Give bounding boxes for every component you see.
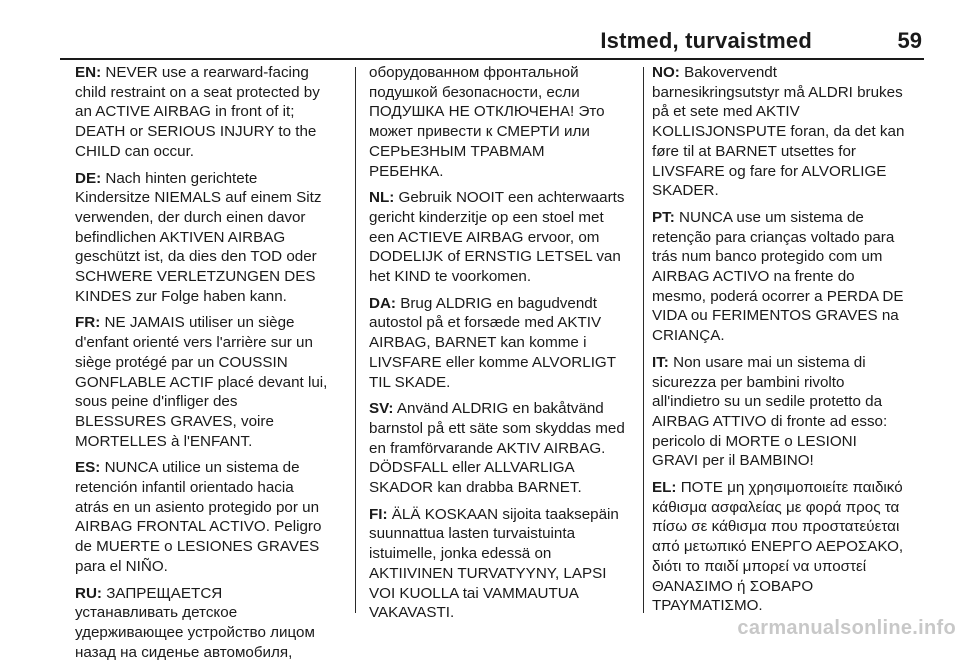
- warning-line: [652, 247, 928, 267]
- warning-line: [652, 208, 928, 228]
- warning-line: [75, 169, 343, 189]
- warning-line: [75, 228, 343, 248]
- warning-text: AKTIIVINEN TURVATYYNY, LAPSI: [369, 564, 607, 582]
- column-3: [652, 63, 928, 615]
- warning-text: føre til at BARNET utsettes for: [652, 142, 856, 160]
- warning-line: [652, 478, 928, 498]
- warning-line: [75, 458, 343, 478]
- warning-text: NUNCA use um sistema de: [679, 208, 864, 226]
- language-code: EN:: [75, 64, 102, 81]
- warning-text: sicurezza per bambini rivolto: [652, 373, 845, 391]
- warning-text: atrás en un asiento protegido por un: [75, 498, 320, 516]
- warning-text: оборудованном фронтальной: [369, 64, 579, 81]
- warning-line: [75, 643, 343, 662]
- warning-line: [75, 373, 343, 393]
- warning-text: AIRBAG, BARNET kan komme i: [369, 334, 587, 352]
- warning-text: AIRBAG FRONTAL ACTIVO. Peligro: [75, 518, 322, 536]
- warning-line: [369, 603, 637, 623]
- language-code: FR:: [75, 314, 101, 332]
- warning-line: [652, 102, 928, 122]
- warning-line: [652, 577, 928, 597]
- warning-text: может привести к СМЕРТИ или: [369, 123, 590, 141]
- warning-paragraph: [652, 353, 928, 471]
- warning-text: Använd ALDRIG en bakåtvänd: [396, 400, 604, 418]
- warning-text: GRAVI per il BAMBINO!: [652, 452, 814, 470]
- warning-line: [652, 267, 928, 287]
- warning-text: Gebruik NOOIT een achterwaarts: [398, 189, 625, 207]
- warning-text: DODELIJK of ERNSTIG LETSEL van: [369, 248, 621, 266]
- warning-line: [369, 524, 637, 544]
- warning-text: SCHWERE VERLETZUNGEN DES: [75, 268, 316, 286]
- warning-line: [652, 122, 928, 142]
- language-code: DA:: [369, 294, 396, 312]
- warning-line: [75, 537, 343, 557]
- warning-text: barnesikringsutstyr må ALDRI brukes: [652, 83, 903, 101]
- warning-line: [75, 392, 343, 412]
- warning-text: ЗАПРЕЩАЕТСЯ: [106, 584, 223, 602]
- warning-line: [652, 63, 928, 83]
- warning-text: geschützt ist, da dies den TOD oder: [75, 248, 317, 266]
- warning-line: [75, 498, 343, 518]
- warning-text: KOLLISJONSPUTE foran, da det kan: [652, 123, 905, 141]
- warning-paragraph: [75, 63, 343, 162]
- warning-line: [652, 432, 928, 452]
- warning-line: [369, 102, 637, 122]
- warning-text: LIVSFARE og fare for ALVORLIGE: [652, 162, 887, 180]
- page-number: 59: [897, 28, 922, 53]
- warning-line: [369, 247, 637, 267]
- warning-text: pericolo di MORTE o LESIONI: [652, 432, 857, 450]
- warning-text: mesmo, poderá ocorrer a PERDA DE: [652, 287, 904, 305]
- warning-text: CHILD can occur.: [75, 142, 195, 160]
- warning-line: [652, 596, 928, 616]
- warning-text: CRIANÇA.: [652, 327, 725, 345]
- warning-line: [652, 412, 928, 432]
- warning-text: СЕРЬЕЗНЫМ ТРАВМАМ: [369, 142, 545, 160]
- language-code: PT:: [652, 208, 675, 226]
- warning-line: [369, 584, 637, 604]
- warning-paragraph: [652, 478, 928, 616]
- warning-text: Kindersitze NIEMALS auf einem Sitz: [75, 189, 322, 207]
- warning-text: child restraint on a seat protected by: [75, 83, 320, 101]
- warning-text: siège protégé par un COUSSIN: [75, 353, 288, 371]
- warning-text: befindlichen AKTIVEN AIRBAG: [75, 228, 286, 246]
- warning-line: [369, 63, 637, 83]
- language-code: RU:: [75, 584, 102, 602]
- warning-line: [652, 162, 928, 182]
- warning-text: DÖDSFALL eller ALLVARLIGA: [369, 459, 575, 477]
- warning-line: [369, 439, 637, 459]
- warning-text: VAKAVASTI.: [369, 604, 455, 622]
- warning-line: [75, 102, 343, 122]
- warning-line: [369, 353, 637, 373]
- warning-text: GONFLABLE ACTIF placé devant lui,: [75, 373, 328, 391]
- warning-line: [652, 83, 928, 103]
- language-code: NO:: [652, 64, 680, 81]
- column-divider: [355, 67, 356, 613]
- warning-text: KINDES zur Folge haben kann.: [75, 287, 287, 305]
- warning-line: [75, 517, 343, 537]
- warning-text: istuimelle, jonka edessä on: [369, 545, 552, 563]
- warning-text: en framförvarande AKTIV AIRBAG.: [369, 439, 606, 457]
- warning-line: [652, 326, 928, 346]
- warning-text: назад на сиденье автомобиля,: [75, 643, 293, 661]
- language-code: SV:: [369, 400, 394, 418]
- warning-line: [369, 419, 637, 439]
- warning-line: [369, 333, 637, 353]
- warning-text: LIVSFARE eller komme ALVORLIGT: [369, 353, 617, 371]
- warning-line: [652, 557, 928, 577]
- warning-line: [369, 162, 637, 182]
- warning-text: suunnattua lasten turvaistuinta: [369, 525, 576, 543]
- warning-line: [652, 287, 928, 307]
- warning-text: ПОДУШКА НЕ ОТКЛЮЧЕНА! Это: [369, 103, 605, 121]
- warning-line: [369, 505, 637, 525]
- warning-line: [75, 63, 343, 83]
- warning-text: trás num banco protegido com um: [652, 248, 883, 266]
- warning-line: [369, 478, 637, 498]
- warning-text: удерживающее устройство лицом: [75, 623, 315, 641]
- warning-text: από μετωπικό ΕΝΕΡΓΟ ΑΕΡΟΣΑΚΟ,: [652, 538, 904, 556]
- warning-text: NE JAMAIS utiliser un siège: [104, 314, 295, 332]
- warning-paragraph: [652, 63, 928, 201]
- warning-paragraph: [75, 313, 343, 451]
- warning-line: [652, 181, 928, 201]
- warning-paragraph: [75, 169, 343, 307]
- warning-line: [369, 313, 637, 333]
- warning-paragraph: [75, 458, 343, 576]
- warning-text: para el NIÑO.: [75, 557, 168, 575]
- warning-line: [652, 228, 928, 248]
- warning-text: ΤΡΑΥΜΑΤΙΣΜΟ.: [652, 597, 763, 615]
- warning-text: подушкой безопасности, если: [369, 83, 580, 101]
- warning-text: Brug ALDRIG en bagudvendt: [400, 294, 597, 312]
- warning-text: på et sete med AKTIV: [652, 103, 800, 121]
- warning-text: διότι το παιδί μπορεί να υποστεί: [652, 557, 867, 575]
- warning-text: gericht kinderzitje op een stoel met: [369, 208, 604, 226]
- warning-paragraph: [652, 208, 928, 346]
- warning-line: [75, 247, 343, 267]
- warning-line: [75, 208, 343, 228]
- warning-line: [75, 287, 343, 307]
- language-code: EL:: [652, 479, 677, 497]
- warning-text: Bakovervendt: [684, 64, 777, 81]
- warning-line: [652, 537, 928, 557]
- language-code: IT:: [652, 353, 669, 371]
- warning-paragraph: [369, 399, 637, 498]
- warning-text: MORTELLES à l'ENFANT.: [75, 432, 253, 450]
- warning-text: BLESSURES GRAVES, voire: [75, 412, 274, 430]
- warning-line: [75, 83, 343, 103]
- warning-text: устанавливать детское: [75, 604, 238, 622]
- warning-text: de MUERTE o LESIONES GRAVES: [75, 538, 320, 556]
- warning-text: ΠΟΤΕ μη χρησιμοποιείτε παιδικό: [680, 479, 903, 497]
- language-code: NL:: [369, 189, 395, 207]
- warning-text: VOI KUOLLA tai VAMMAUTUA: [369, 584, 579, 602]
- warning-line: [369, 267, 637, 287]
- warning-line: [652, 517, 928, 537]
- warning-line: [75, 557, 343, 577]
- warning-paragraph: [369, 188, 637, 287]
- warning-text: an ACTIVE AIRBAG in front of it;: [75, 103, 295, 121]
- warning-line: [75, 623, 343, 643]
- warning-line: [369, 83, 637, 103]
- warning-line: [75, 584, 343, 604]
- warning-text: TIL SKADE.: [369, 373, 451, 391]
- warning-text: d'enfant orienté vers l'arrière sur un: [75, 334, 313, 352]
- warning-line: [75, 333, 343, 353]
- warning-text: AIRBAG ACTIVO na frente do: [652, 268, 855, 286]
- warning-line: [369, 142, 637, 162]
- section-title: Istmed, turvaistmed: [600, 28, 812, 53]
- warning-text: autostol på et forsæde med AKTIV: [369, 314, 602, 332]
- warning-text: NUNCA utilice un sistema de: [104, 459, 300, 477]
- warning-line: [369, 544, 637, 564]
- warning-text: all'indietro su un sedile protetto da: [652, 393, 883, 411]
- column-divider: [643, 67, 644, 613]
- warning-line: [75, 412, 343, 432]
- warning-line: [75, 267, 343, 287]
- warning-line: [652, 142, 928, 162]
- column-2: [369, 63, 637, 622]
- warning-text: verwenden, der durch einen davor: [75, 208, 306, 226]
- warning-text: SKADOR kan drabba BARNET.: [369, 479, 582, 497]
- warning-line: [369, 188, 637, 208]
- warning-line: [652, 498, 928, 518]
- warning-text: retenção para crianças voltado para: [652, 228, 895, 246]
- warning-text: Nach hinten gerichtete: [105, 169, 258, 187]
- warning-paragraph: [75, 584, 343, 662]
- warning-text: een ACTIEVE AIRBAG ervoor, om: [369, 228, 600, 246]
- warning-text: barnstol på ett säte som skyddas med: [369, 419, 625, 437]
- warning-line: [75, 313, 343, 333]
- warning-line: [369, 228, 637, 248]
- warning-line: [75, 432, 343, 452]
- warning-line: [369, 294, 637, 314]
- warning-paragraph: [369, 505, 637, 623]
- warning-line: [652, 306, 928, 326]
- warning-line: [75, 122, 343, 142]
- warning-line: [75, 353, 343, 373]
- warning-text: AIRBAG ATTIVO di fronte ad esso:: [652, 412, 888, 430]
- warning-text: retención infantil orientado hacia: [75, 479, 294, 497]
- language-code: DE:: [75, 169, 102, 187]
- warning-text: sous peine d'infliger des: [75, 393, 238, 411]
- warning-line: [75, 142, 343, 162]
- warning-text: VIDA ou FERIMENTOS GRAVES na: [652, 307, 899, 325]
- warning-text: πίσω σε κάθισμα που προστατεύεται: [652, 518, 900, 536]
- warning-line: [75, 478, 343, 498]
- warning-line: [652, 373, 928, 393]
- warning-line: [652, 451, 928, 471]
- warning-text: SKADER.: [652, 182, 719, 200]
- warning-line: [75, 603, 343, 623]
- warning-paragraph: [369, 294, 637, 393]
- warning-line: [369, 399, 637, 419]
- warning-text: Non usare mai un sistema di: [673, 353, 866, 371]
- warning-paragraph: [369, 63, 637, 181]
- warning-line: [369, 564, 637, 584]
- language-code: ES:: [75, 459, 101, 477]
- warning-line: [369, 208, 637, 228]
- warning-line: [652, 392, 928, 412]
- warning-line: [369, 458, 637, 478]
- warning-line: [369, 373, 637, 393]
- language-code: FI:: [369, 505, 388, 523]
- warning-text: het KIND te voorkomen.: [369, 268, 532, 286]
- warning-text: κάθισμα ασφαλείας με φορά προς τα: [652, 498, 900, 516]
- warning-text: NEVER use a rearward-facing: [105, 64, 309, 81]
- warning-text: РЕБЕНКА.: [369, 162, 444, 180]
- warning-text: ΘΑΝΑΣΙΜΟ ή ΣΟΒΑΡΟ: [652, 577, 814, 595]
- warning-text: DEATH or SERIOUS INJURY to the: [75, 123, 317, 141]
- page-header: [60, 28, 924, 60]
- column-1: [75, 63, 343, 661]
- warning-line: [652, 353, 928, 373]
- warning-line: [75, 188, 343, 208]
- watermark: carmanualsonline.info: [737, 617, 956, 639]
- warning-line: [369, 122, 637, 142]
- warning-text: ÄLÄ KOSKAAN sijoita taaksepäin: [391, 505, 619, 523]
